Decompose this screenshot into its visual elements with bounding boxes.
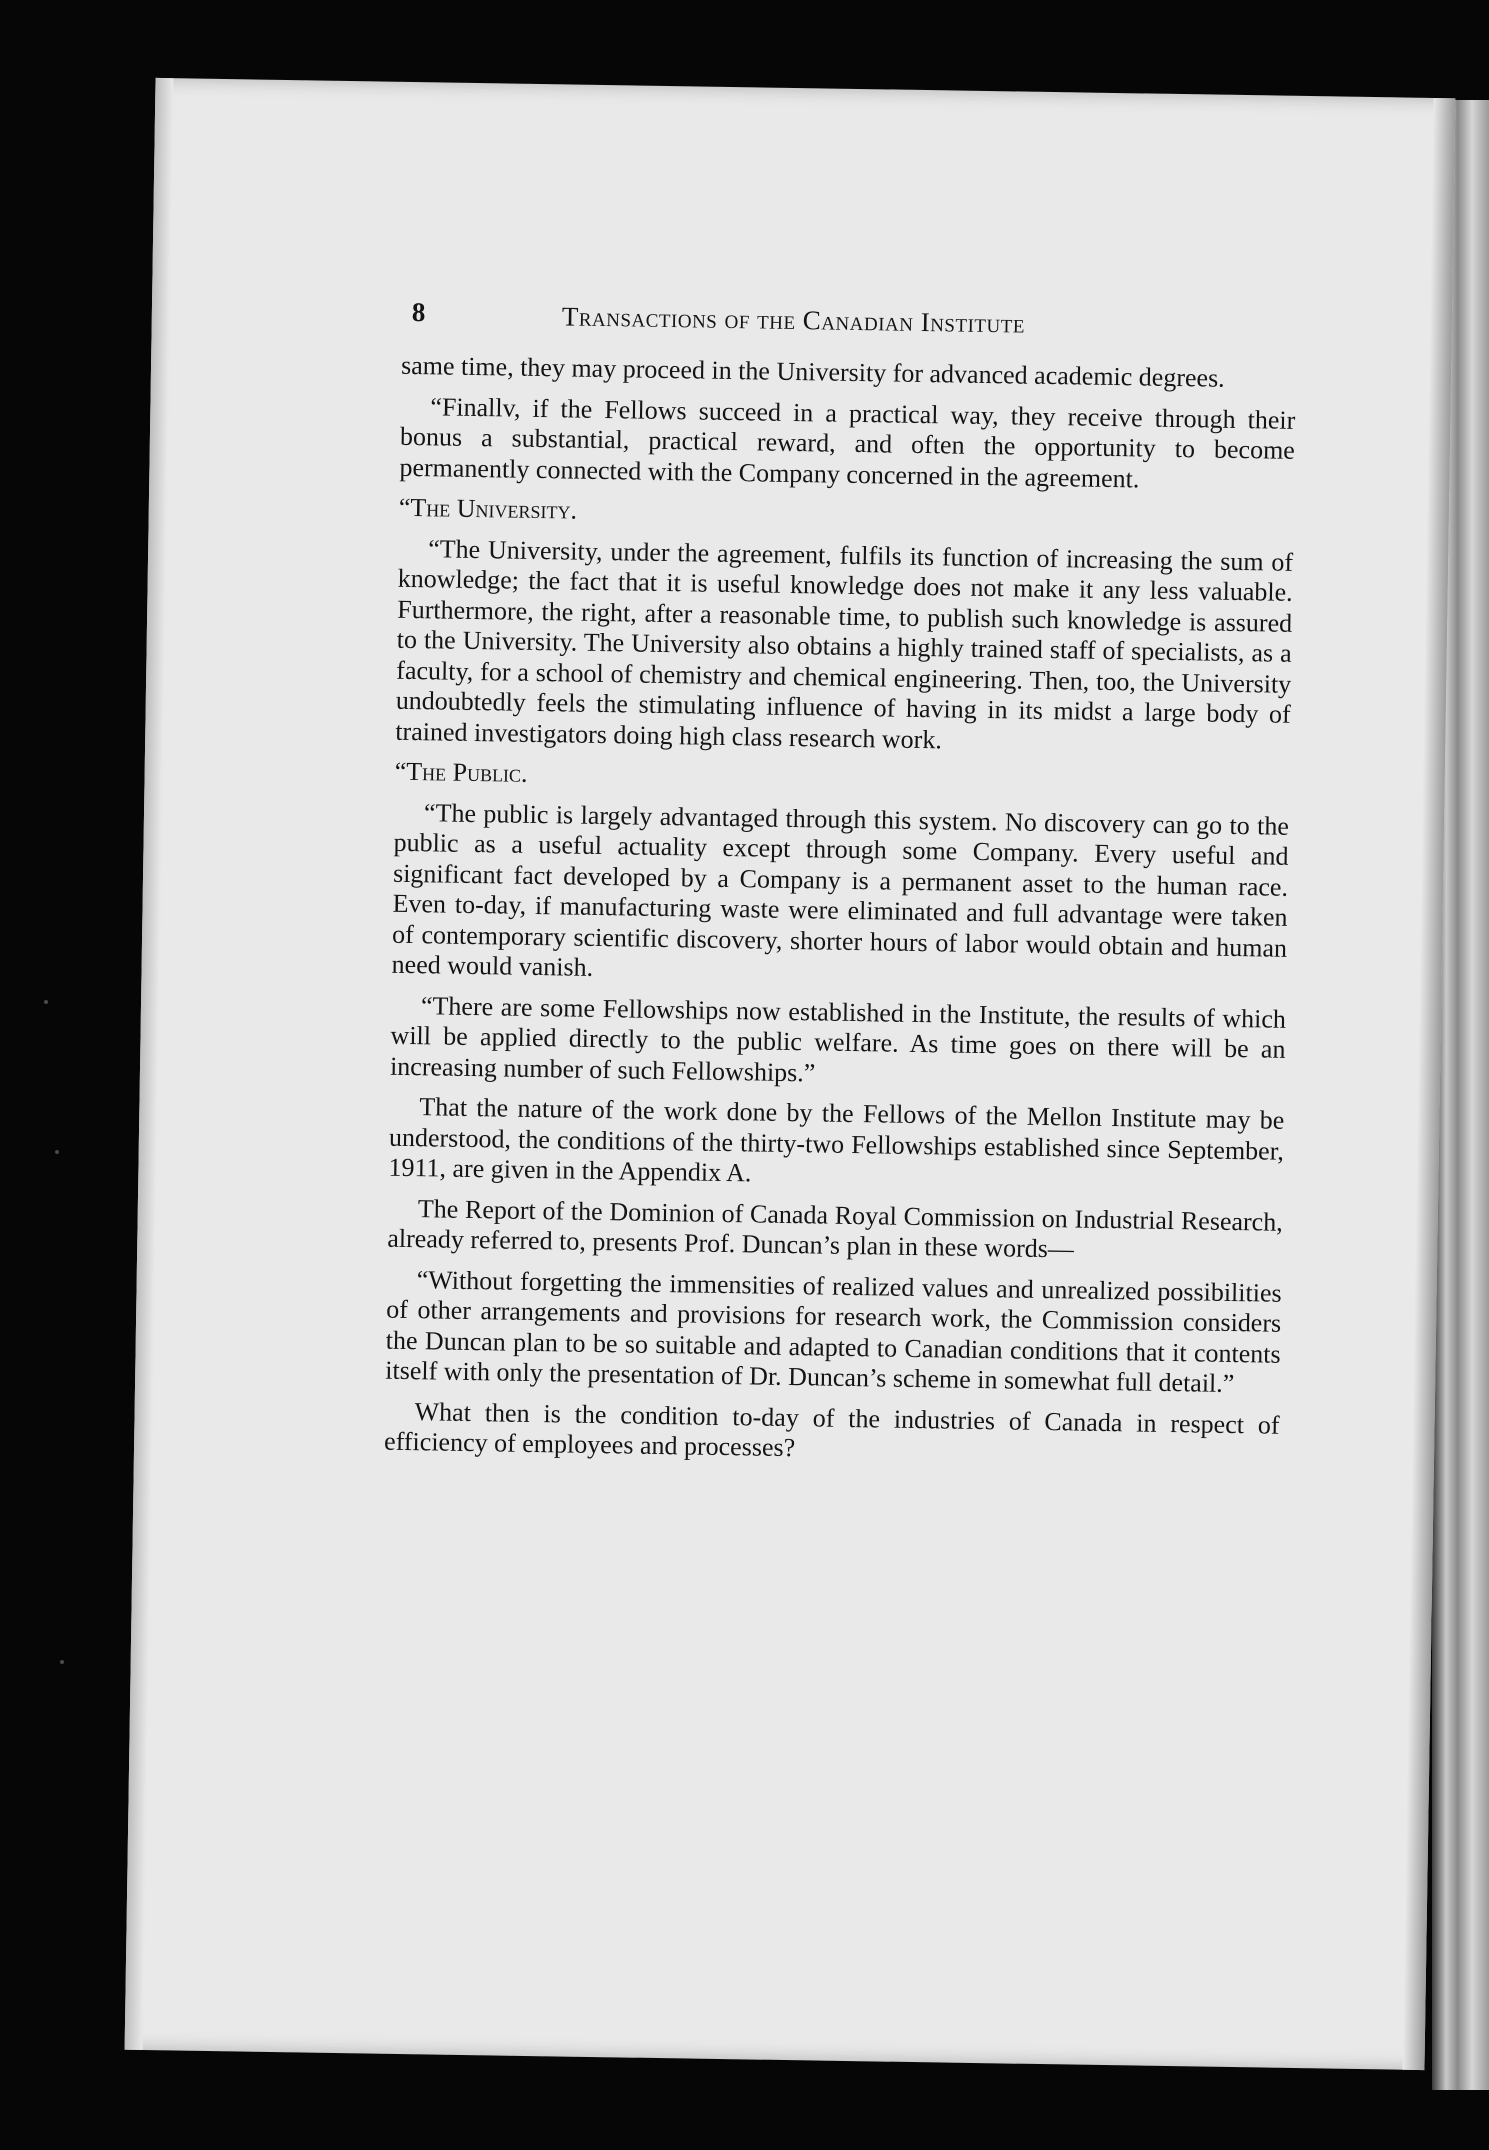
paragraph: That the nature of the work done by the Fellows of the Mellon Institute may be understood, the conditions of the thirty-two Fellowships established since September, 1911, are given in the Appendix A. — [388, 1092, 1285, 1188]
section-heading-university: “The University. — [398, 492, 578, 525]
page-number: 8 — [411, 296, 426, 328]
page-text-block — [384, 297, 1297, 1481]
scan-speck — [55, 1150, 59, 1154]
scan-speck — [44, 1000, 48, 1004]
paragraph: “Finallv, if the Fellows succeed in a practical way, they receive through their bonus a substantial, practical reward, and often the opportunity to become permanently connected with the Company concerned in the agreement. — [399, 391, 1296, 493]
paragraph: The Report of the Dominion of Canada Royal Commission on Industrial Research, already referred to, presents Prof. Duncan’s plan in these words— — [387, 1193, 1283, 1264]
paragraph: “Without forgetting the immensities of realized values and unrealized possibilities of other arrangements and provisions for research work, the Commission considers the Duncan plan to be so suitable and adapted to Canadian conditions that it contents itself with only the presentation of Dr. Duncan’s scheme in somewhat full detail.” — [385, 1264, 1282, 1399]
paragraph: What then is the condition to-day of the industries of Canada in respect of efficiency of employees and processes? — [383, 1396, 1280, 1463]
paragraph: “The public is largely advantaged through this system. No discovery can go to the public as a useful actuality except through some Company. Every useful and significant fact developed by a Company is a permanent asset to the human race. Even to-day, if manufacturing waste were eliminated and full advantage were taken of contemporary scientific discovery, shorter hours of labor would obtain and human need would vanish. — [391, 797, 1290, 982]
running-title: Transactions of the Canadian Institute — [561, 301, 1026, 339]
running-head — [402, 297, 1298, 351]
section-heading-public: “The Public. — [394, 756, 528, 788]
paragraph: “The University, under the agreement, fulfils its function of increasing the sum of knowledge; the fact that it is useful knowledge does not make it any less valuable. Furthermore, the right, after a reasonable time, to publish such knowledge is assured to the University. The University also obtains a highly trained staff of specialists, as a faculty, for a school of chemistry and chemical engineering. Then, too, the University undoubtedly feels the stimulating influence of having in its midst a large body of trained investigators doing high class research work. — [395, 533, 1294, 754]
paragraph: “There are some Fellowships now established in the Institute, the results of which will be applied directly to the public welfare. As time goes on there will be an increasing number of such Fellowships.” — [389, 990, 1287, 1087]
book-page — [125, 78, 1456, 2070]
paragraph: same time, they may proceed in the University for advanced academic degrees. — [400, 350, 1225, 393]
scan-speck — [60, 1660, 64, 1664]
